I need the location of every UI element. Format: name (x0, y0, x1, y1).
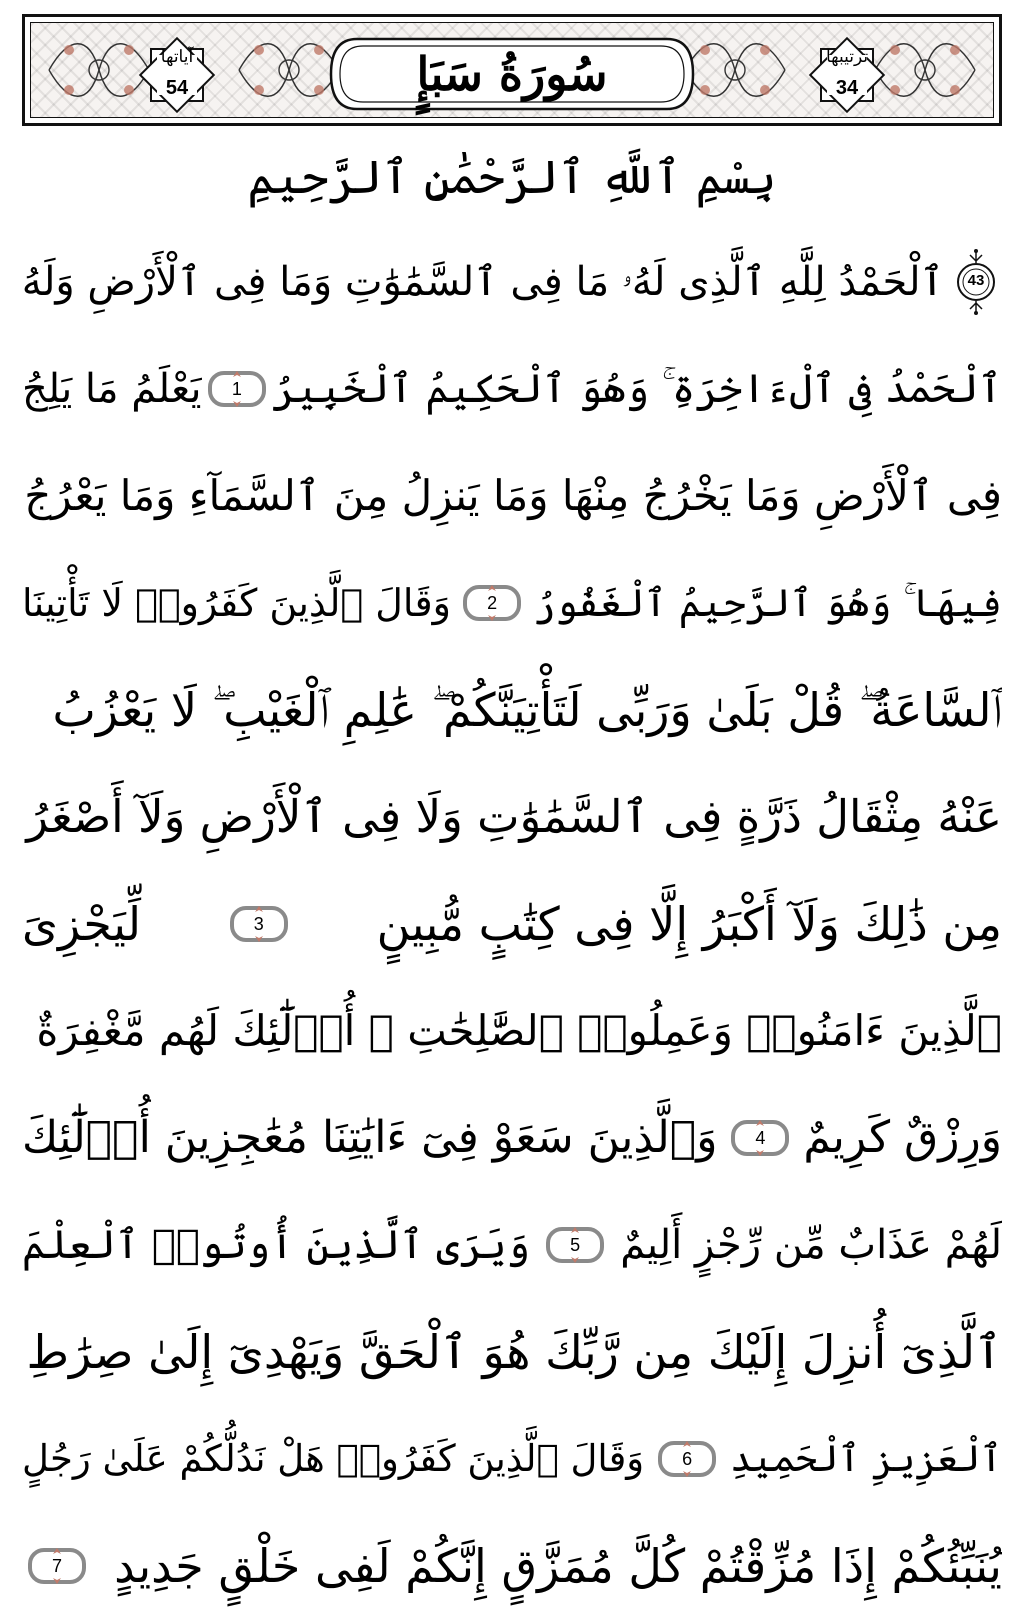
octagram-frame-icon (135, 33, 219, 117)
verse-text: وَيَرَى ٱلَّذِينَ أُوتُوا۟ ٱلْعِلْمَ (22, 1221, 531, 1268)
octagram-frame-icon (805, 33, 889, 117)
verse-text: عَنْهُ مِثْقَالُ ذَرَّةٍ فِى ٱلسَّمَٰوَٰتِ وَلَا فِى ٱلْأَرْضِ وَلَآ أَصْغَرُ (26, 790, 1002, 843)
verse-text: فِيهَا ۚ وَهُوَ ٱلرَّحِيمُ ٱلْغَفُورُ (533, 580, 1002, 625)
verse-text: فِى ٱلْأَرْضِ وَمَا يَخْرُجُ مِنْهَا وَمَا يَنزِلُ مِنَ ٱلسَّمَآءِ وَمَا يَعْرُجُ (24, 470, 1002, 520)
verse-text: يَعْلَمُ مَا يَلِجُ (22, 365, 202, 412)
verse-line (22, 870, 1002, 977)
verse-text: وَٱلَّذِينَ سَعَوْ فِىٓ ءَايَٰتِنَا مُعَٰجِزِينَ أُو۟لَٰٓئِكَ (22, 1111, 718, 1163)
ayah-end-marker (729, 1118, 791, 1158)
verse-text: ٱلْعَزِيزِ ٱلْحَمِيدِ (730, 1437, 1002, 1480)
ayah-end-marker (26, 1546, 88, 1586)
verse-text: يُنَبِّئُكُمْ إِذَا مُزِّقْتُمْ كُلَّ مُمَزَّقٍ إِنَّكُمْ لَفِى خَلْقٍ جَدِيدٍ (114, 1538, 1002, 1593)
ayah-number: 6 (682, 1448, 693, 1469)
verse-line (22, 977, 1002, 1084)
hizb-marker (950, 247, 1002, 317)
ayah-number: 1 (231, 378, 242, 399)
verse-line (22, 335, 1002, 442)
ayah-end-marker (228, 904, 290, 944)
verse-text: لِّيَجْزِىَ (22, 896, 141, 951)
title-cartouche (327, 35, 697, 113)
ayah-end-marker (206, 369, 268, 409)
ayah-number: 3 (253, 913, 264, 934)
ayah-end-marker (656, 1439, 718, 1479)
verse-line (22, 1405, 1002, 1512)
surah-order-label: ترتيبها (825, 47, 869, 67)
verse-line (22, 763, 1002, 870)
ayah-number: 7 (51, 1555, 62, 1576)
verse-line (22, 1298, 1002, 1405)
bismillah: بِسْمِ ٱللَّهِ ٱلرَّحْمَٰنِ ٱلرَّحِيمِ (247, 150, 777, 204)
ayah-end-marker (544, 1225, 606, 1265)
verse-count-label: آياتها (160, 47, 194, 67)
verse-text: ٱلسَّاعَةُ ۖ قُلْ بَلَىٰ وَرَبِّى لَتَأْتِيَنَّكُمْ ۖ عَٰلِمِ ٱلْغَيْبِ ۖ لَا يَعْزُبُ (52, 682, 1002, 737)
ayah-number: 4 (755, 1127, 766, 1148)
verse-text: وَرِزْقٌ كَرِيمٌ (803, 1111, 1002, 1163)
verse-line (22, 1512, 1002, 1619)
verse-line (22, 549, 1002, 656)
hizb-number: 43 (967, 271, 985, 289)
verse-text: وَقَالَ ٱلَّذِينَ كَفَرُوا۟ لَا تَأْتِينَا (22, 580, 452, 625)
surah-order-number: 34 (835, 77, 859, 99)
verse-text: ٱلْحَمْدُ لِلَّهِ ٱلَّذِى لَهُۥ مَا فِى ٱلسَّمَٰوَٰتِ وَمَا فِى ٱلْأَرْضِ وَلَهُ (22, 258, 944, 305)
verse-text: ٱلْحَمْدُ فِى ٱلْءَاخِرَةِ ۚ وَهُوَ ٱلْحَكِيمُ ٱلْخَبِيرُ (272, 365, 1002, 412)
ayah-number: 5 (570, 1234, 581, 1255)
verse-count-badge (135, 33, 219, 117)
verse-count-number: 54 (165, 77, 189, 99)
verse-line (22, 1191, 1002, 1298)
verse-text: مِن ذَٰلِكَ وَلَآ أَكْبَرُ إِلَّا فِى كِتَٰبٍ مُّبِينٍ (376, 896, 1002, 951)
ayah-end-marker (461, 583, 523, 623)
surah-title: سُورَةُ سَبَإٍ (416, 47, 608, 101)
ayah-number: 2 (487, 592, 498, 613)
verse-text: ٱلَّذِينَ ءَامَنُوا۟ وَعَمِلُوا۟ ٱلصَّٰلِحَٰتِ ۚ أُو۟لَٰٓئِكَ لَهُم مَّغْفِرَةٌ (36, 1005, 1002, 1055)
verse-lines (22, 228, 1002, 1619)
verse-text: ٱلَّذِىٓ أُنزِلَ إِلَيْكَ مِن رَّبِّكَ هُوَ ٱلْحَقَّ وَيَهْدِىٓ إِلَىٰ صِرَٰطِ (26, 1324, 1002, 1379)
verse-text: لَهُمْ عَذَابٌ مِّن رِّجْزٍ أَلِيمٌ (620, 1221, 1002, 1268)
verse-line (22, 442, 1002, 549)
surah-order-badge (805, 33, 889, 117)
verse-line (22, 228, 1002, 335)
surah-header (22, 14, 1002, 126)
header-ornament-band (30, 22, 994, 118)
verse-line (22, 656, 1002, 763)
verse-text: وَقَالَ ٱلَّذِينَ كَفَرُوا۟ هَلْ نَدُلُّكُمْ عَلَىٰ رَجُلٍ (22, 1437, 645, 1480)
verse-line (22, 1084, 1002, 1191)
